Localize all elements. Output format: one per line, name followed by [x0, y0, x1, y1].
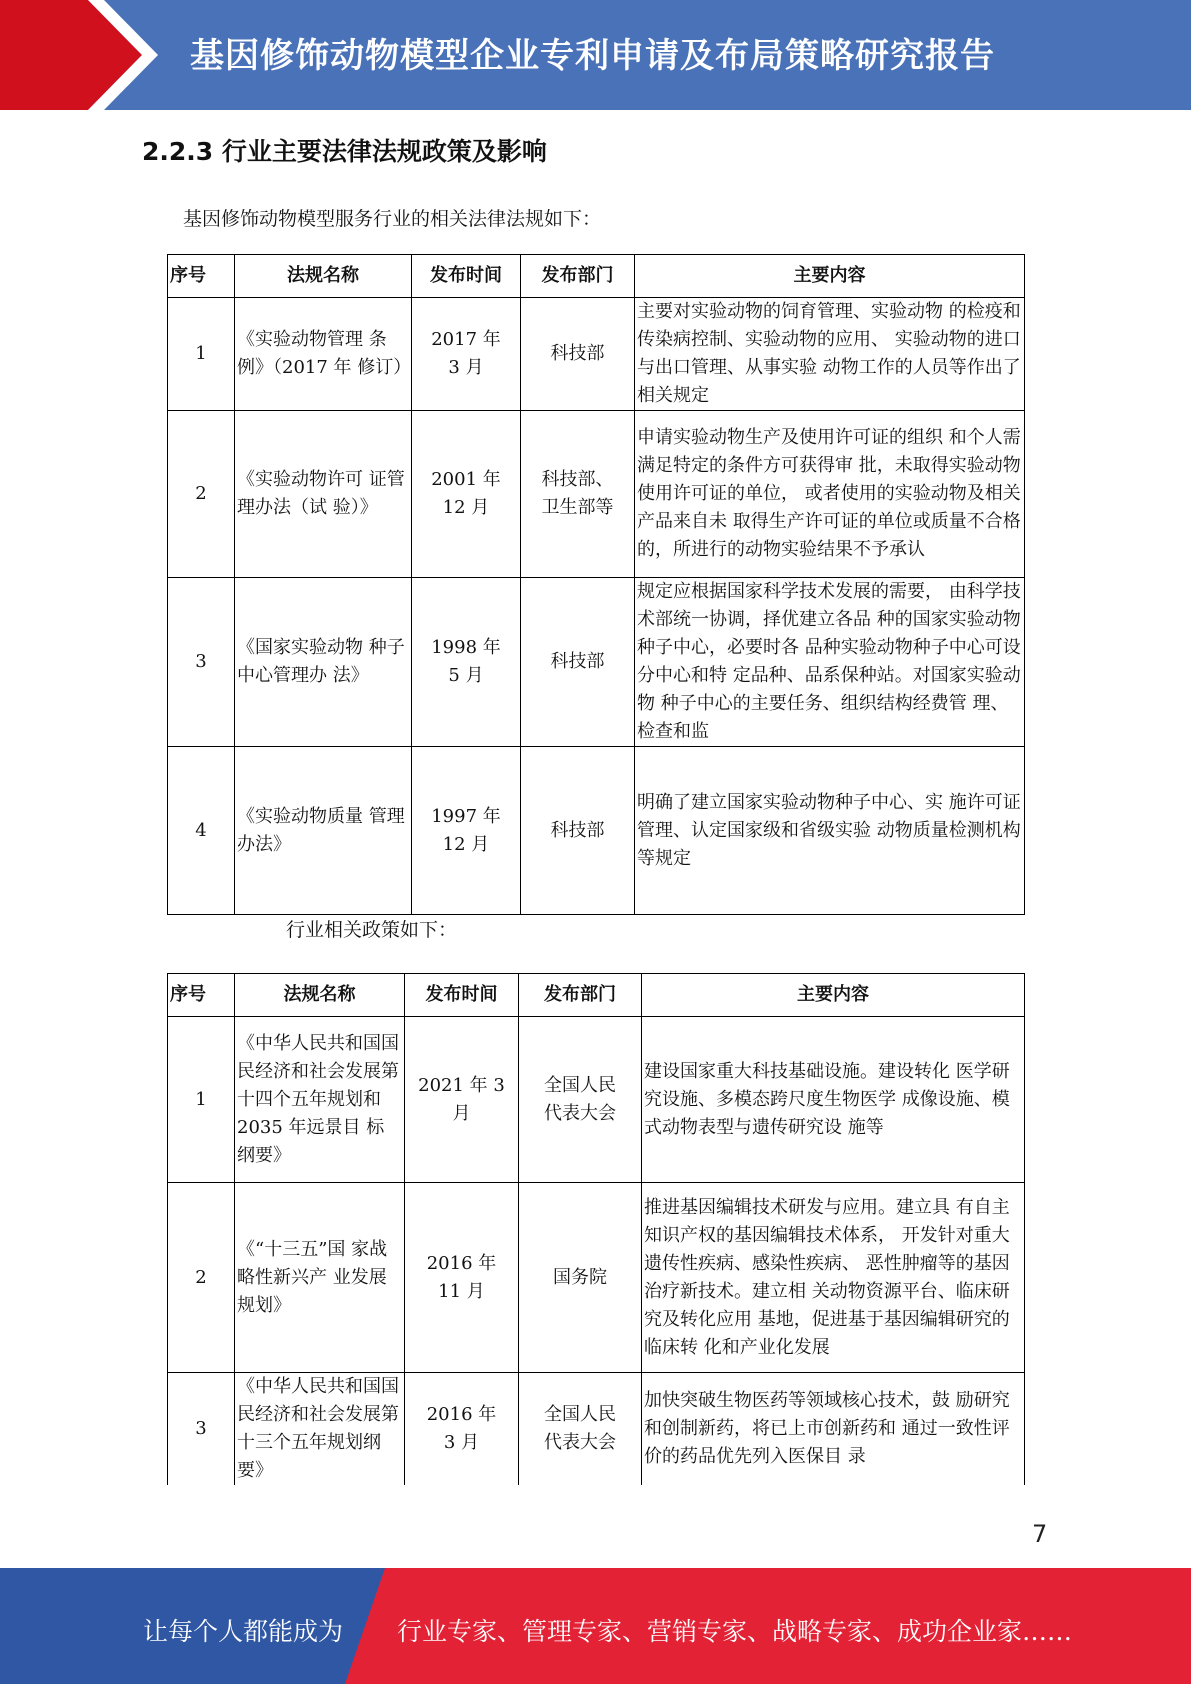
law-content: 主要对实验动物的饲育管理、实验动物 的检疫和传染病控制、实验动物的应用、 实验动物的进口与出口管理、从事实验 动物工作的人员等作出了相关规定 — [635, 298, 1025, 411]
table-row — [168, 411, 1025, 578]
law-name: 《实验动物许可 证管理办法（试 验）》 — [235, 411, 412, 578]
table-row — [168, 1183, 1025, 1373]
col-header-no: 序号 — [168, 974, 235, 1017]
law-content: 申请实验动物生产及使用许可证的组织 和个人需满足特定的条件方可获得审 批，未取得实验动物使用许可证的单位， 或者使用的实验动物及相关产品来自未 取得生产许可证的单位或质量不合格 的，所进行的动物实验结果不予承认 — [635, 411, 1025, 578]
table-header-row — [168, 255, 1025, 298]
publish-dept: 全国人民 代表大会 — [519, 1373, 642, 1486]
col-header-dept: 发布部门 — [519, 974, 642, 1017]
table-row — [168, 747, 1025, 915]
publish-time: 2021 年 3 月 — [405, 1017, 519, 1183]
col-header-content: 主要内容 — [635, 255, 1025, 298]
col-header-dept: 发布部门 — [521, 255, 635, 298]
publish-dept: 科技部 — [521, 747, 635, 915]
section-title: 2.2.3 行业主要法律法规政策及影响 — [142, 137, 547, 166]
col-header-name: 法规名称 — [235, 974, 405, 1017]
col-header-name: 法规名称 — [235, 255, 412, 298]
policy-name: 《“十三五”国 家战略性新兴产 业发展规划》 — [235, 1183, 405, 1373]
col-header-time: 发布时间 — [412, 255, 521, 298]
policy-content: 推进基因编辑技术研发与应用。建立具 有自主知识产权的基因编辑技术体系， 开发针对重大遗传性疾病、感染性疾病、 恶性肿瘤等的基因治疗新技术。建立相 关动物资源平台、临床研究及转化应用 基地，促进基于基因编辑研究的临床转 化和产业化发展 — [642, 1183, 1025, 1373]
publish-time: 1998 年 5 月 — [412, 578, 521, 747]
page-header — [0, 0, 1191, 110]
policy-name: 《中华人民共和国国民经济和社会发展第十三个五年规划纲要》 — [235, 1373, 405, 1486]
row-number: 2 — [168, 411, 235, 578]
publish-time: 2017 年 3 月 — [412, 298, 521, 411]
row-number: 1 — [168, 298, 235, 411]
publish-time: 1997 年 12 月 — [412, 747, 521, 915]
row-number: 1 — [168, 1017, 235, 1183]
publish-dept: 科技部 — [521, 578, 635, 747]
table-header-row — [168, 974, 1025, 1017]
row-number: 3 — [168, 1373, 235, 1486]
policies-table — [167, 973, 1025, 1485]
table-row — [168, 578, 1025, 747]
law-name: 《实验动物质量 管理办法》 — [235, 747, 412, 915]
publish-dept: 国务院 — [519, 1183, 642, 1373]
law-name: 《实验动物管理 条例》（2017 年 修订） — [235, 298, 412, 411]
law-content: 规定应根据国家科学技术发展的需要， 由科学技术部统一协调，择优建立各品 种的国家实验动物种子中心，必要时各 品种实验动物种子中心可设分中心和特 定品种、品系保种站。对国家实验动物 种子中心的主要任务、组织结构经费管 理、检查和监 — [635, 578, 1025, 747]
policy-name: 《中华人民共和国国民经济和社会发展第十四个五年规划和 2035 年远景目 标纲要》 — [235, 1017, 405, 1183]
row-number: 4 — [168, 747, 235, 915]
law-content: 明确了建立国家实验动物种子中心、实 施许可证管理、认定国家级和省级实验 动物质量检测机构等规定 — [635, 747, 1025, 915]
laws-intro-text: 基因修饰动物模型服务行业的相关法律法规如下： — [183, 208, 602, 230]
policies-intro-text: 行业相关政策如下： — [286, 919, 458, 941]
table-row — [168, 298, 1025, 411]
report-title: 基因修饰动物模型企业专利申请及布局策略研究报告 — [190, 36, 995, 76]
col-header-content: 主要内容 — [642, 974, 1025, 1017]
row-number: 3 — [168, 578, 235, 747]
footer-slogan-right: 行业专家、管理专家、营销专家、战略专家、成功企业家…… — [397, 1617, 1073, 1646]
publish-time: 2001 年 12 月 — [412, 411, 521, 578]
footer-slogan-left: 让每个人都能成为 — [143, 1617, 344, 1646]
publish-dept: 科技部 — [521, 298, 635, 411]
table-row — [168, 1017, 1025, 1183]
publish-time: 2016 年 3 月 — [405, 1373, 519, 1486]
publish-dept: 科技部、 卫生部等 — [521, 411, 635, 578]
policy-content: 建设国家重大科技基础设施。建设转化 医学研究设施、多模态跨尺度生物医学 成像设施、模式动物表型与遗传研究设 施等 — [642, 1017, 1025, 1183]
row-number: 2 — [168, 1183, 235, 1373]
col-header-time: 发布时间 — [405, 974, 519, 1017]
laws-table — [167, 254, 1025, 915]
publish-time: 2016 年 11 月 — [405, 1183, 519, 1373]
law-name: 《国家实验动物 种子中心管理办 法》 — [235, 578, 412, 747]
col-header-no: 序号 — [168, 255, 235, 298]
policy-content: 加快突破生物医药等领域核心技术，鼓 励研究和创制新药，将已上市创新药和 通过一致性评价的药品优先列入医保目 录 — [642, 1373, 1025, 1486]
page-number: 7 — [1032, 1520, 1048, 1548]
table-row — [168, 1373, 1025, 1486]
publish-dept: 全国人民 代表大会 — [519, 1017, 642, 1183]
